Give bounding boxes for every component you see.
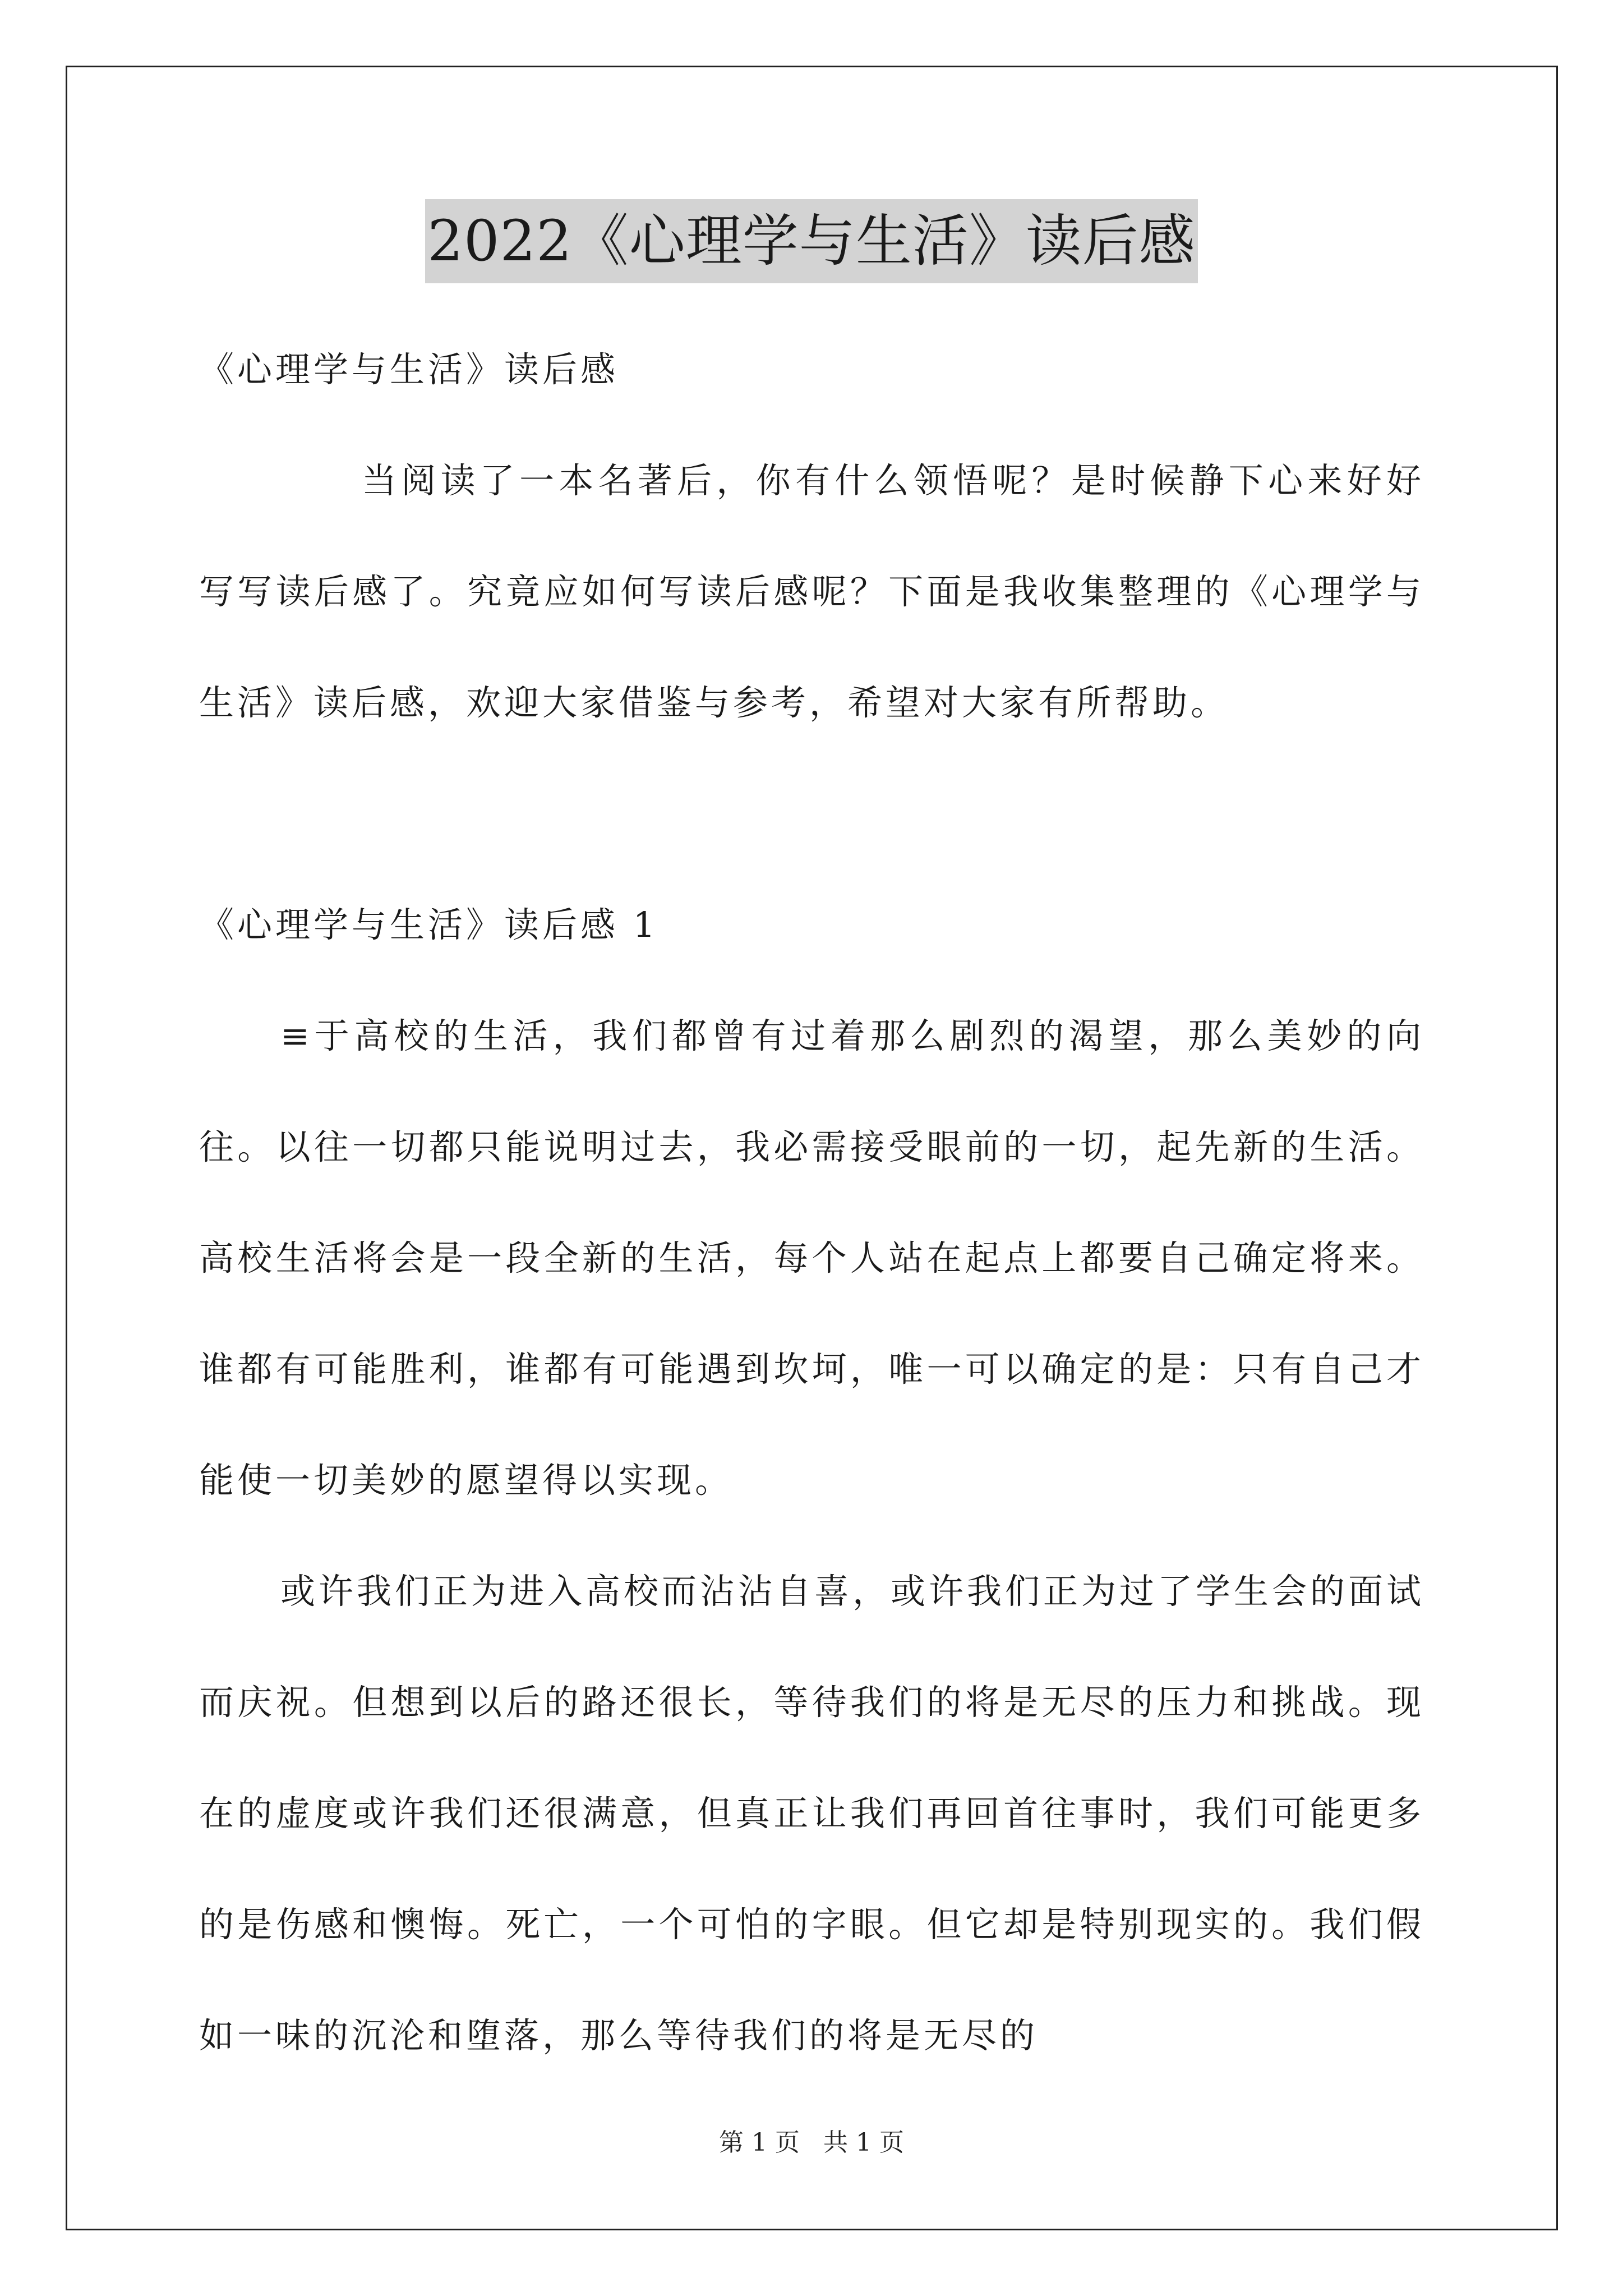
paragraph-spacer [199, 758, 1424, 869]
body-paragraph-1: ≡于高校的生活，我们都曾有过着那么剧烈的渴望，那么美妙的向往。以往一切都只能说明过去，我必需接受眼前的一切，起先新的生活。高校生活将会是一段全新的生活，每个人站在起点上都要自己确定将来。谁都有可能胜利，谁都有可能遇到坎坷，唯一可以确定的是：只有自己才能使一切美妙的愿望得以实现。 [199, 1015, 1424, 1501]
page-number: 第 1 页 [719, 2128, 800, 2157]
title-container [0, 199, 1623, 283]
body-paragraph-2: 或许我们正为进入高校而沾沾自喜，或许我们正为过了学生会的面试而庆祝。但想到以后的路还很长，等待我们的将是无尽的压力和挑战。现在的虚度或许我们还很满意，但真正让我们再回首往事时，我们可能更多的是伤感和懊悔。死亡，一个可怕的字眼。但它却是特别现实的。我们假如一味的沉沦和堕落，那么等待我们的将是无尽的 [199, 1571, 1425, 2056]
document-title: 2022《心理学与生活》读后感 [425, 199, 1198, 283]
intro-paragraph: 当阅读了一本名著后，你有什么领悟呢？是时候静下心来好好写写读后感了。究竟应如何写读后感呢？下面是我收集整理的《心理学与生活》读后感，欢迎大家借鉴与参考，希望对大家有所帮助。 [199, 460, 1424, 723]
section-title: 《心理学与生活》读后感 1 [199, 904, 659, 945]
page-footer [0, 2126, 1623, 2160]
document-subtitle: 《心理学与生活》读后感 [199, 349, 619, 390]
document-body [199, 314, 1424, 2091]
page-total: 共 1 页 [823, 2128, 904, 2157]
